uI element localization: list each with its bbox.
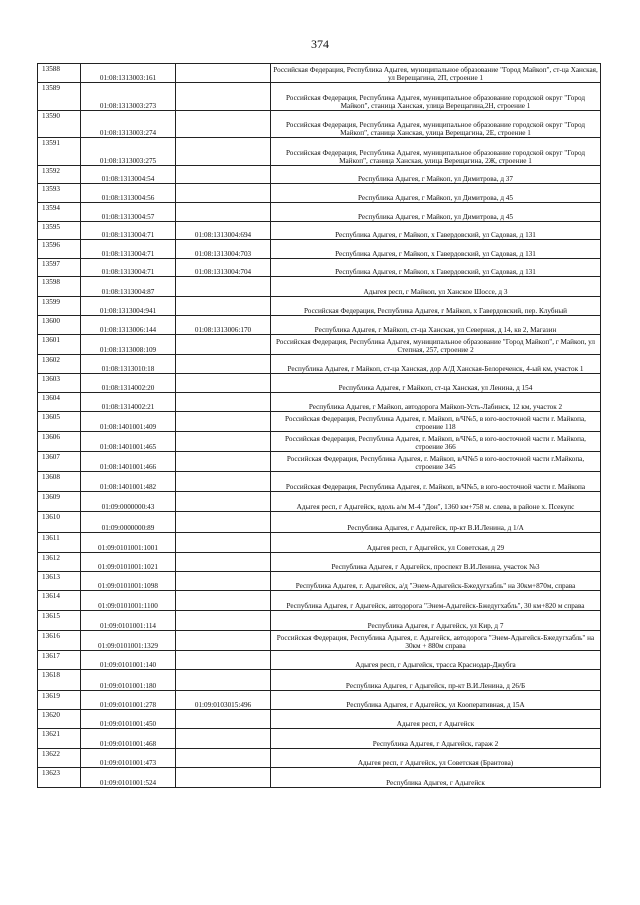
cadastral-number: 01:08:1313004:54	[81, 166, 176, 184]
linked-cadastral-number: 01:08:1313004:704	[176, 259, 271, 277]
cadastral-number: 01:08:1313003:275	[81, 138, 176, 166]
linked-cadastral-number: 01:08:1313004:703	[176, 240, 271, 259]
table-row	[38, 203, 601, 222]
linked-cadastral-number	[176, 768, 271, 788]
address-cell: Адыгея респ, г Адыгейск, ул Советская, д 29	[271, 533, 601, 553]
linked-cadastral-number	[176, 492, 271, 512]
cadastral-number: 01:08:1313010:18	[81, 355, 176, 374]
table-row	[38, 111, 601, 138]
linked-cadastral-number	[176, 710, 271, 729]
row-number: 13595	[38, 222, 81, 240]
cadastral-number: 01:09:0101001:140	[81, 651, 176, 670]
cadastral-number: 01:08:1313004:71	[81, 240, 176, 259]
cadastral-number: 01:09:0000000:43	[81, 492, 176, 512]
linked-cadastral-number	[176, 64, 271, 83]
row-number: 13613	[38, 572, 81, 591]
row-number: 13596	[38, 240, 81, 259]
row-number: 13612	[38, 553, 81, 572]
cadastral-number: 01:09:0101001:180	[81, 670, 176, 691]
row-number: 13592	[38, 166, 81, 184]
linked-cadastral-number	[176, 631, 271, 651]
linked-cadastral-number	[176, 393, 271, 412]
cadastral-number: 01:08:1313004:71	[81, 222, 176, 240]
cadastral-number: 01:09:0101001:468	[81, 729, 176, 749]
linked-cadastral-number	[176, 572, 271, 591]
cadastral-number: 01:08:1313004:941	[81, 297, 176, 316]
cadastral-number: 01:09:0101001:278	[81, 691, 176, 710]
address-cell: Республика Адыгея, г Майкоп, х Гавердовский, ул Садовая, д 131	[271, 222, 601, 240]
table-row	[38, 222, 601, 240]
address-cell: Российская Федерация, Республика Адыгея, муниципальное образование "Город Майкоп", г Майкоп, ул Степная, 257, строение 2	[271, 335, 601, 355]
linked-cadastral-number	[176, 749, 271, 768]
cadastral-number: 01:09:0101001:1021	[81, 553, 176, 572]
address-cell: Адыгея респ, г Адыгейск, вдоль а/м М-4 "Дон", 1360 км+758 м. слева, в районе х. Псекупс	[271, 492, 601, 512]
address-cell: Республика Адыгея, г Адыгейск, пр-кт В.И.Ленина, д 26/Б	[271, 670, 601, 691]
address-cell: Республика Адыгея, г Адыгейск, гараж 2	[271, 729, 601, 749]
address-cell: Российская Федерация, Республика Адыгея, муниципальное образование "Город Майкоп", ст-ца Ханская, ул Верещагина, 2П, строение 1	[271, 64, 601, 83]
address-cell: Республика Адыгея, г Адыгейск	[271, 768, 601, 788]
row-number: 13601	[38, 335, 81, 355]
address-cell: Российская Федерация, Республика Адыгея, муниципальное образование городской округ "Город Майкоп", станица Ханская, улица Верещагина, 2Ж, строение 1	[271, 138, 601, 166]
address-cell: Российская Федерация, Республика Адыгея, г. Адыгейск, автодорога "Энем-Адыгейск-Бжедугхабль" на 30км + 880м справа	[271, 631, 601, 651]
address-cell: Республика Адыгея, г Майкоп, ст-ца Ханская, дор А/Д Ханская-Белореченск, 4-ый км, участок 1	[271, 355, 601, 374]
linked-cadastral-number	[176, 184, 271, 203]
table-row	[38, 259, 601, 277]
linked-cadastral-number	[176, 452, 271, 472]
row-number: 13611	[38, 533, 81, 553]
row-number: 13604	[38, 393, 81, 412]
linked-cadastral-number	[176, 83, 271, 111]
table-row	[38, 374, 601, 393]
linked-cadastral-number	[176, 512, 271, 533]
address-cell: Республика Адыгея, г Адыгейск, ул Кир, д 7	[271, 611, 601, 631]
cadastral-number: 01:08:1314002:21	[81, 393, 176, 412]
row-number: 13614	[38, 591, 81, 611]
table-row	[38, 572, 601, 591]
linked-cadastral-number	[176, 412, 271, 432]
table-row	[38, 452, 601, 472]
address-cell: Республика Адыгея, г. Адыгейск, а/д "Энем-Адыгейск-Бжедугхабль" на 30км+870м, справа	[271, 572, 601, 591]
table-row	[38, 138, 601, 166]
table-row	[38, 631, 601, 651]
linked-cadastral-number	[176, 591, 271, 611]
row-number: 13618	[38, 670, 81, 691]
row-number: 13606	[38, 432, 81, 452]
cadastral-number: 01:08:1313004:56	[81, 184, 176, 203]
table-row	[38, 277, 601, 297]
table-row	[38, 749, 601, 768]
address-cell: Российская Федерация, Республика Адыгея, г. Майкоп, в/Ч№5, в юго-восточной части г. Майкопа	[271, 472, 601, 492]
table-row	[38, 316, 601, 335]
cadastral-number: 01:08:1401001:465	[81, 432, 176, 452]
table-row	[38, 768, 601, 788]
linked-cadastral-number	[176, 729, 271, 749]
row-number: 13602	[38, 355, 81, 374]
linked-cadastral-number	[176, 138, 271, 166]
linked-cadastral-number	[176, 472, 271, 492]
row-number: 13621	[38, 729, 81, 749]
address-cell: Российская Федерация, Республика Адыгея, муниципальное образование городской округ "Город Майкоп", станица Ханская, улица Верещагина,2Н, строение 1	[271, 83, 601, 111]
table-row	[38, 691, 601, 710]
table-row	[38, 64, 601, 83]
table-row	[38, 512, 601, 533]
row-number: 13610	[38, 512, 81, 533]
address-cell: Республика Адыгея, г Майкоп, ул Димитрова, д 37	[271, 166, 601, 184]
table-row	[38, 492, 601, 512]
table-row	[38, 355, 601, 374]
row-number: 13603	[38, 374, 81, 393]
linked-cadastral-number	[176, 111, 271, 138]
address-cell: Республика Адыгея, г Майкоп, х Гавердовский, ул Садовая, д 131	[271, 240, 601, 259]
cadastral-number: 01:09:0101001:1100	[81, 591, 176, 611]
row-number: 13590	[38, 111, 81, 138]
registry-table	[37, 63, 601, 788]
page-number: 374	[311, 37, 329, 51]
linked-cadastral-number	[176, 611, 271, 631]
table-row	[38, 729, 601, 749]
address-cell: Республика Адыгея, г Майкоп, ул Димитрова, д 45	[271, 203, 601, 222]
address-cell: Адыгея респ, г Адыгейск, ул Советская (Брантова)	[271, 749, 601, 768]
table-row	[38, 591, 601, 611]
table-row	[38, 297, 601, 316]
table-row	[38, 335, 601, 355]
linked-cadastral-number	[176, 203, 271, 222]
cadastral-number: 01:08:1313003:273	[81, 83, 176, 111]
address-cell: Российская Федерация, Республика Адыгея, г. Майкоп, в/Ч№5, в юго-восточной части г. Майкопа, строение 366	[271, 432, 601, 452]
linked-cadastral-number	[176, 670, 271, 691]
cadastral-number: 01:08:1313004:87	[81, 277, 176, 297]
cadastral-number: 01:08:1401001:466	[81, 452, 176, 472]
linked-cadastral-number	[176, 335, 271, 355]
table-row	[38, 611, 601, 631]
row-number: 13591	[38, 138, 81, 166]
row-number: 13600	[38, 316, 81, 335]
linked-cadastral-number	[176, 355, 271, 374]
row-number: 13598	[38, 277, 81, 297]
table-row	[38, 553, 601, 572]
address-cell: Российская Федерация, Республика Адыгея, муниципальное образование городской округ "Город Майкоп", станица Ханская, улица Верещагина, 2Е, строение 1	[271, 111, 601, 138]
address-cell: Республика Адыгея, г Майкоп, х Гавердовский, ул Садовая, д 131	[271, 259, 601, 277]
row-number: 13589	[38, 83, 81, 111]
address-cell: Республика Адыгея, г Майкоп, автодорога Майкоп-Усть-Лабинск, 12 км, участок 2	[271, 393, 601, 412]
linked-cadastral-number	[176, 166, 271, 184]
linked-cadastral-number: 01:09:0103015:496	[176, 691, 271, 710]
cadastral-number: 01:09:0101001:1001	[81, 533, 176, 553]
table-row	[38, 472, 601, 492]
linked-cadastral-number	[176, 297, 271, 316]
linked-cadastral-number	[176, 277, 271, 297]
cadastral-number: 01:09:0101001:450	[81, 710, 176, 729]
row-number: 13605	[38, 412, 81, 432]
row-number: 13609	[38, 492, 81, 512]
address-cell: Российская Федерация, Республика Адыгея, г. Майкоп, в/Ч№5, в юго-восточной части г. Майкопа, строение 118	[271, 412, 601, 432]
table-row	[38, 432, 601, 452]
row-number: 13597	[38, 259, 81, 277]
row-number: 13608	[38, 472, 81, 492]
cadastral-number: 01:08:1313003:161	[81, 64, 176, 83]
address-cell: Республика Адыгея, г Адыгейск, ул Кооперативная, д 15А	[271, 691, 601, 710]
row-number: 13617	[38, 651, 81, 670]
address-cell: Российская Федерация, Республика Адыгея, г Майкоп, х Гавердовский, пер. Клубный	[271, 297, 601, 316]
table-row	[38, 710, 601, 729]
table-row	[38, 533, 601, 553]
address-cell: Республика Адыгея, г Майкоп, ст-ца Ханская, ул Ленина, д 154	[271, 374, 601, 393]
address-cell: Российская Федерация, Республика Адыгея, г. Майкоп, в/Ч№5 в юго-восточной части г.Майкопа, строение 345	[271, 452, 601, 472]
linked-cadastral-number: 01:08:1313006:170	[176, 316, 271, 335]
cadastral-number: 01:08:1401001:482	[81, 472, 176, 492]
row-number: 13588	[38, 64, 81, 83]
address-cell: Республика Адыгея, г Адыгейск, автодорога "Энем-Адыгейск-Бжедугхабль", 30 км+820 м справа	[271, 591, 601, 611]
table-row	[38, 651, 601, 670]
cadastral-number: 01:09:0101001:1329	[81, 631, 176, 651]
table-row	[38, 83, 601, 111]
table-row	[38, 184, 601, 203]
row-number: 13594	[38, 203, 81, 222]
row-number: 13607	[38, 452, 81, 472]
cadastral-number: 01:08:1313003:274	[81, 111, 176, 138]
cadastral-number: 01:08:1314002:20	[81, 374, 176, 393]
linked-cadastral-number	[176, 651, 271, 670]
cadastral-number: 01:09:0101001:1098	[81, 572, 176, 591]
row-number: 13616	[38, 631, 81, 651]
cadastral-number: 01:08:1313008:109	[81, 335, 176, 355]
table-row	[38, 240, 601, 259]
address-cell: Республика Адыгея, г Адыгейск, пр-кт В.И.Ленина, д 1/А	[271, 512, 601, 533]
cadastral-number: 01:09:0101001:114	[81, 611, 176, 631]
linked-cadastral-number: 01:08:1313004:694	[176, 222, 271, 240]
linked-cadastral-number	[176, 374, 271, 393]
row-number: 13623	[38, 768, 81, 788]
table-row	[38, 393, 601, 412]
row-number: 13619	[38, 691, 81, 710]
address-cell: Адыгея респ, г Адыгейск	[271, 710, 601, 729]
address-cell: Адыгея респ, г Адыгейск, трасса Краснодар-Джубга	[271, 651, 601, 670]
address-cell: Республика Адыгея, г Адыгейск, проспект В.И.Ленина, участок №3	[271, 553, 601, 572]
table-row	[38, 166, 601, 184]
row-number: 13599	[38, 297, 81, 316]
row-number: 13615	[38, 611, 81, 631]
cadastral-number: 01:08:1313004:71	[81, 259, 176, 277]
linked-cadastral-number	[176, 533, 271, 553]
address-cell: Республика Адыгея, г Майкоп, ул Димитрова, д 45	[271, 184, 601, 203]
row-number: 13593	[38, 184, 81, 203]
row-number: 13622	[38, 749, 81, 768]
row-number: 13620	[38, 710, 81, 729]
cadastral-number: 01:08:1313006:144	[81, 316, 176, 335]
linked-cadastral-number	[176, 432, 271, 452]
table-row	[38, 670, 601, 691]
address-cell: Адыгея респ, г Майкоп, ул Ханское Шоссе, д 3	[271, 277, 601, 297]
linked-cadastral-number	[176, 553, 271, 572]
table-row	[38, 412, 601, 432]
address-cell: Республика Адыгея, г Майкоп, ст-ца Ханская, ул Северная, д 14, кв 2, Магазин	[271, 316, 601, 335]
cadastral-number: 01:09:0101001:473	[81, 749, 176, 768]
cadastral-number: 01:08:1401001:409	[81, 412, 176, 432]
cadastral-number: 01:09:0101001:524	[81, 768, 176, 788]
cadastral-number: 01:09:0000000:89	[81, 512, 176, 533]
cadastral-number: 01:08:1313004:57	[81, 203, 176, 222]
